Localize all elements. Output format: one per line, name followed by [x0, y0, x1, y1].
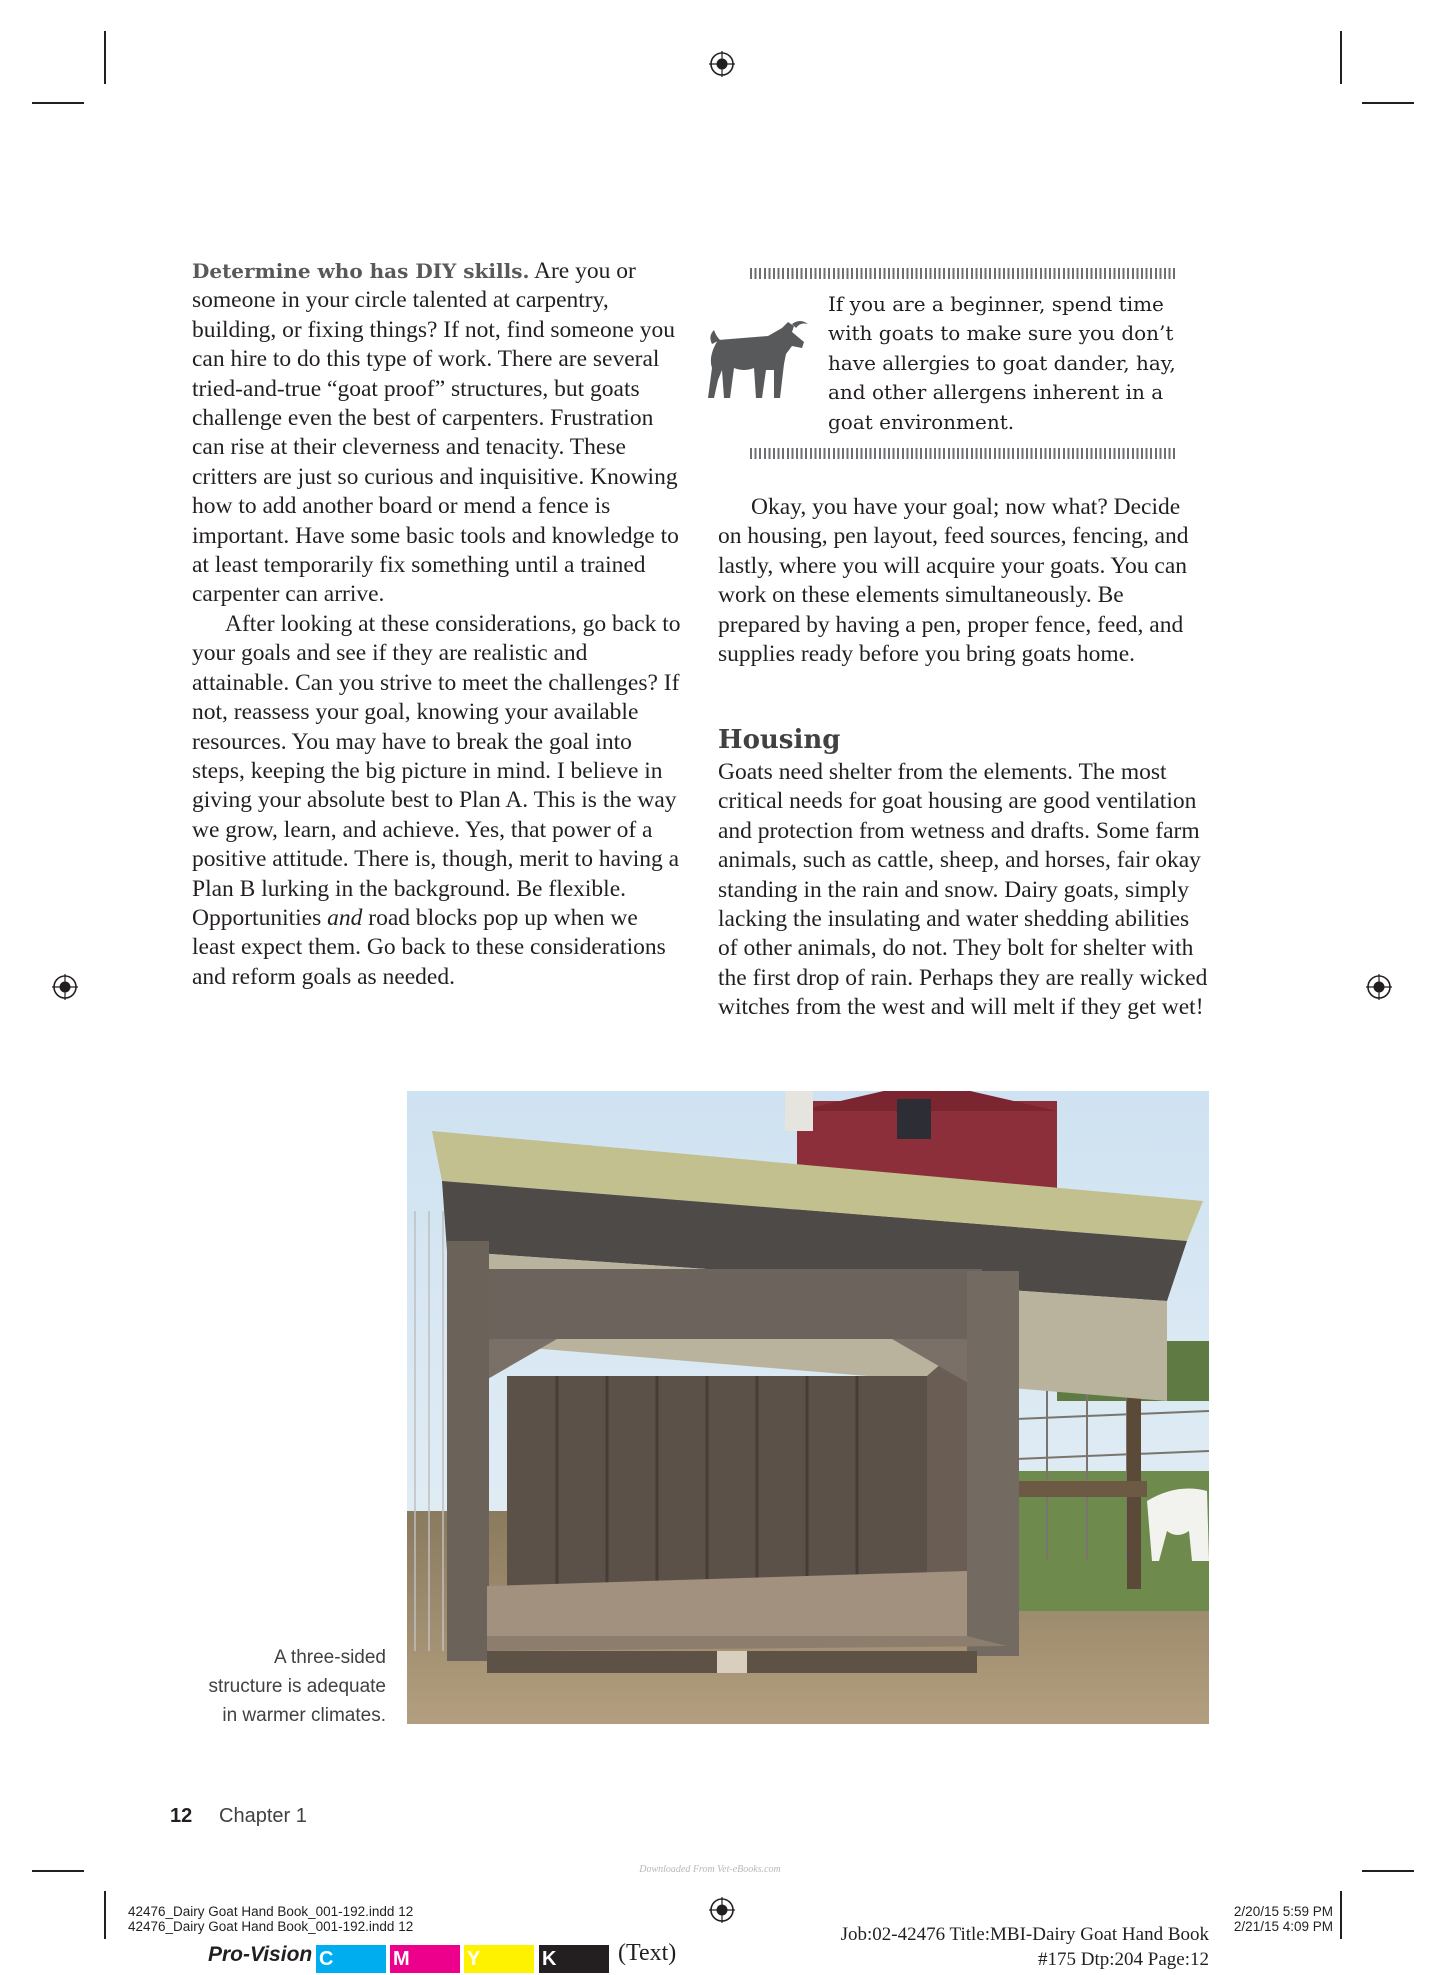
dotted-rule	[750, 268, 1178, 279]
brand-logo: Pro-Vision	[208, 1943, 313, 1966]
paragraph-text: After looking at these considerations, go back to your goals and see if they are realistic and attainable. Can you strive to meet the challenges? If not, reassess your goal, knowing your available resources. You may have to break the goal into steps, keeping the big picture in mind. I believe in giving your absolute best to Plan A. This is the way we grow, learn, and achieve. Yes, that power of a positive attitude. There is, though, merit to having a Plan B lurking in the background. Be flexible. Opportunities	[192, 610, 681, 931]
registration-mark-icon	[1366, 974, 1392, 1000]
crop-mark	[104, 1891, 106, 1939]
left-column	[192, 257, 682, 992]
registration-mark-icon	[709, 51, 735, 77]
registration-mark-icon	[52, 974, 78, 1000]
paragraph-text: Goats need shelter from the elements. The most critical needs for goat housing are good ventilation and protection from wetness and drafts. Some farm animals, such as cattle, sheep, and horses, fair okay standing in the rain and snow. Dairy goats, simply lacking the insulating and water shedding abilities of other animals, do not. They bolt for shelter with the first drop of rain. Perhaps they are really wicked witches from the west and will melt if they get wet!	[718, 759, 1208, 1021]
watermark-text: Downloaded From Vet-eBooks.com	[639, 1864, 781, 1875]
page-number: 12	[170, 1805, 193, 1827]
crop-mark	[32, 102, 84, 104]
date-info	[1234, 1904, 1333, 1934]
paragraph-text: road blocks pop up when we least expect them. Go back to these considerations and reform goals as needed.	[192, 904, 666, 990]
job-info	[841, 1922, 1209, 1972]
tip-box	[750, 268, 1178, 460]
paragraph-text: Are you or someone in your circle talented at carpentry, building, or fixing things? If not, find someone you can hire to do this type of work. There are several tried-and-true “goat proof” structures, but goats challenge even the best of carpenters. Frustration can rise at their cleverness and tenacity. These critters are just so curious and inquisitive. Knowing how to add another board or mend a fence is important. Have some basic tools and knowledge to at least temporarily fix something until a trained carpenter can arrive.	[192, 258, 679, 608]
swatch-cyan: C	[316, 1945, 386, 1973]
three-sided-shed-illustration	[407, 1091, 1209, 1724]
date-line: 2/21/15 4:09 PM	[1233, 1919, 1333, 1934]
paragraph	[192, 610, 682, 992]
crop-mark	[1340, 1891, 1342, 1939]
paragraph-text: Okay, you have your goal; now what? Decide on housing, pen layout, feed sources, fencing, and lastly, where you will acquire your goats. You can work on these elements simultaneously. Be prepared by having a pen, proper fence, feed, and supplies ready before you bring goats home.	[718, 494, 1189, 668]
emphasis-text: and	[327, 904, 363, 931]
right-column-intro	[718, 493, 1208, 669]
shed-photo	[407, 1091, 1209, 1724]
file-line: 42476_Dairy Goat Hand Book_001-192.indd 12	[128, 1919, 414, 1934]
right-column-housing	[718, 758, 1208, 1023]
crop-mark	[1362, 1870, 1414, 1872]
caption-line: structure is adequate	[208, 1676, 386, 1697]
run-in-heading: Determine who has DIY skills.	[192, 259, 530, 283]
registration-mark-icon	[709, 1897, 735, 1923]
job-line: #175 Dtp:204 Page:12	[1038, 1949, 1209, 1970]
tip-text: If you are a beginner, spend time with goats to make sure you don’t have allergies to goat dander, hay, and other allergens inherent in a goat environment.	[828, 292, 1176, 434]
date-line: 2/20/15 5:59 PM	[1233, 1904, 1333, 1919]
caption-line: in warmer climates.	[222, 1705, 386, 1726]
crop-mark	[1362, 102, 1414, 104]
goat-icon	[704, 320, 812, 402]
crop-mark	[104, 31, 106, 84]
paragraph	[192, 257, 682, 610]
crop-mark	[1340, 31, 1342, 84]
swatch-yellow: Y	[464, 1945, 534, 1973]
job-line: Job:02-42476 Title:MBI-Dairy Goat Hand Book	[840, 1924, 1209, 1945]
caption-line: A three-sided	[274, 1647, 386, 1668]
file-info	[128, 1904, 413, 1934]
text-plate-label: (Text)	[618, 1940, 677, 1966]
file-line: 42476_Dairy Goat Hand Book_001-192.indd 12	[128, 1904, 414, 1919]
crop-mark	[32, 1870, 84, 1872]
dotted-rule	[750, 448, 1178, 459]
chapter-label: Chapter 1	[219, 1805, 307, 1827]
swatch-black: K	[539, 1945, 609, 1973]
photo-caption	[180, 1643, 386, 1730]
section-heading: Housing	[718, 725, 841, 755]
swatch-magenta: M	[390, 1945, 460, 1973]
